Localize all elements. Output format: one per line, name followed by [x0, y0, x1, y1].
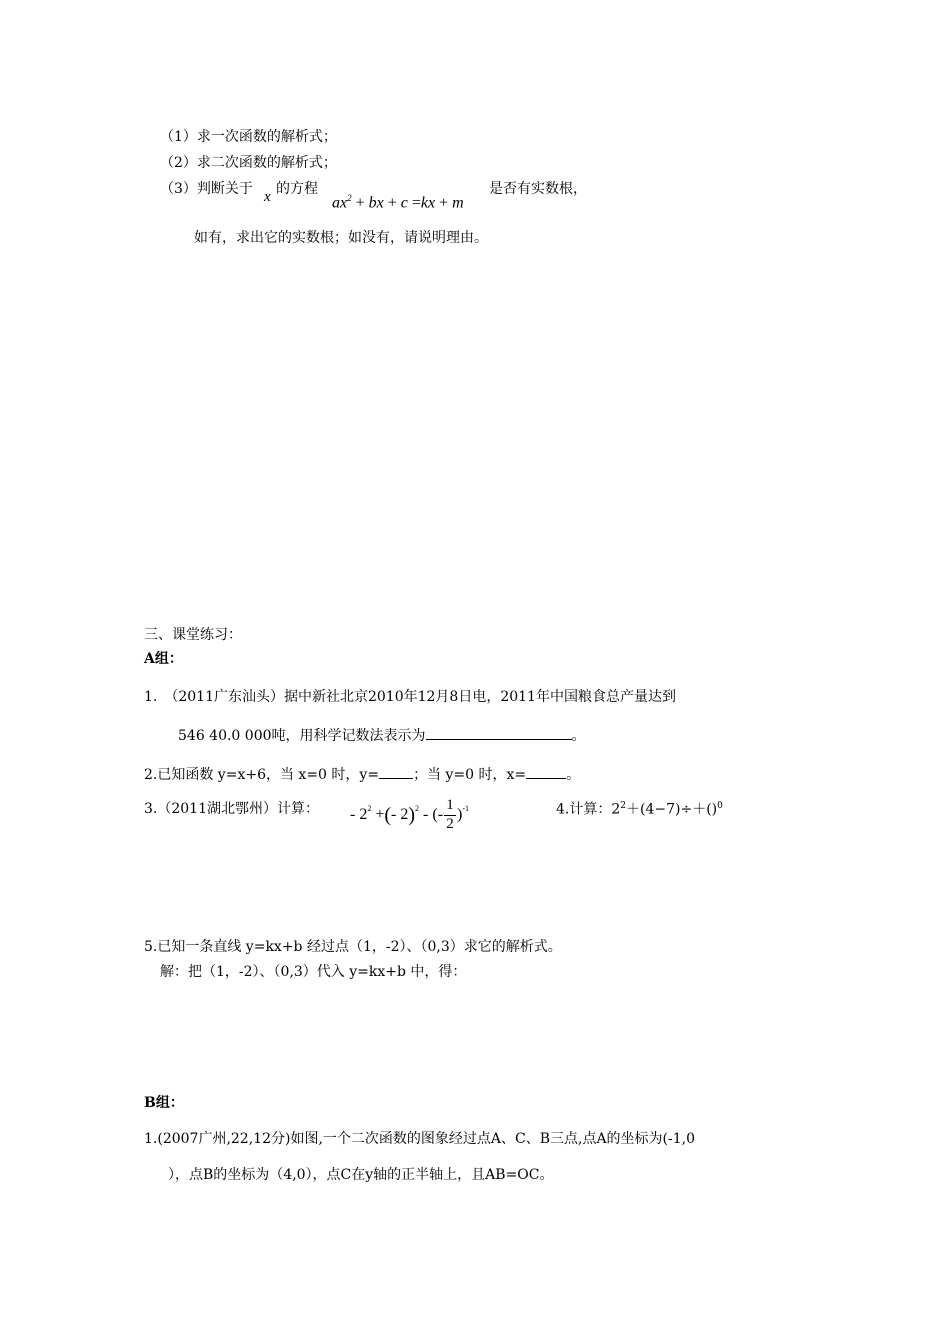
a2-text-a: 2.已知函数 y=x+6，当 x=0 时，y=: [144, 767, 380, 783]
a4-exponent-zero: 0: [717, 801, 723, 811]
question-3-prefix: （3）判断关于: [160, 181, 253, 197]
group-a-heading: A组：: [144, 651, 183, 667]
a1-line2: [178, 726, 586, 743]
a4-expression: [556, 802, 723, 817]
section-heading: 三、课堂练习：: [144, 627, 242, 643]
a1-line2-text: 546 40.0 000吨，用科学记数法表示为: [178, 728, 426, 744]
b1-line2: ），点B的坐标为（4,0），点C在y轴的正半轴上，且AB=OC。: [168, 1167, 554, 1183]
a1-line1: 1. （2011广东汕头）据中新社北京2010年12月8日电，2011年中国粮食总产量达到: [144, 689, 676, 705]
question-3-mid: 的方程: [276, 181, 318, 197]
equation: $ax^2$ + bx + c =kx + m: [332, 193, 464, 212]
question-1: （1）求一次函数的解析式；: [160, 129, 337, 145]
a3-prefix: 3.（2011湖北鄂州）计算：: [144, 801, 319, 817]
a2-line: [144, 765, 580, 782]
a5-line2: 解：把（1，-2）、（0,3）代入 y=kx+b 中，得：: [160, 964, 467, 980]
a2-text-c: 。: [566, 767, 581, 783]
a1-end: 。: [571, 728, 586, 744]
variable-x: x: [264, 189, 271, 205]
answer-blank-x[interactable]: [526, 765, 566, 779]
a2-text-b: ；当 y=0 时，x=: [413, 767, 527, 783]
a3-expression: - 2 $^2$ + ( - 2 ) $^2$ - (- $\frac{1}{2}$ ) $^{-1}$: [350, 797, 470, 832]
question-3-continuation: 如有，求出它的实数根；如没有，请说明理由。: [194, 230, 488, 246]
group-b-heading: B组：: [144, 1095, 184, 1111]
b1-line1: 1.(2007广州,22,12分)如图,一个二次函数的图象经过点A、C、B三点,点A的坐标为(-1,0: [144, 1131, 696, 1147]
answer-blank-1[interactable]: [426, 726, 572, 740]
a4-prefix: 4.计算：2: [556, 801, 621, 818]
a4-exponent: 2: [620, 801, 626, 811]
a4-middle: ＋(4−7)÷＋(): [626, 801, 718, 818]
question-2: （2）求二次函数的解析式；: [160, 155, 337, 171]
answer-blank-y[interactable]: [379, 765, 413, 779]
a5-line1: 5.已知一条直线 y=kx+b 经过点（1，-2）、（0,3）求它的解析式。: [144, 939, 562, 955]
question-3-suffix: 是否有实数根，: [489, 181, 587, 197]
